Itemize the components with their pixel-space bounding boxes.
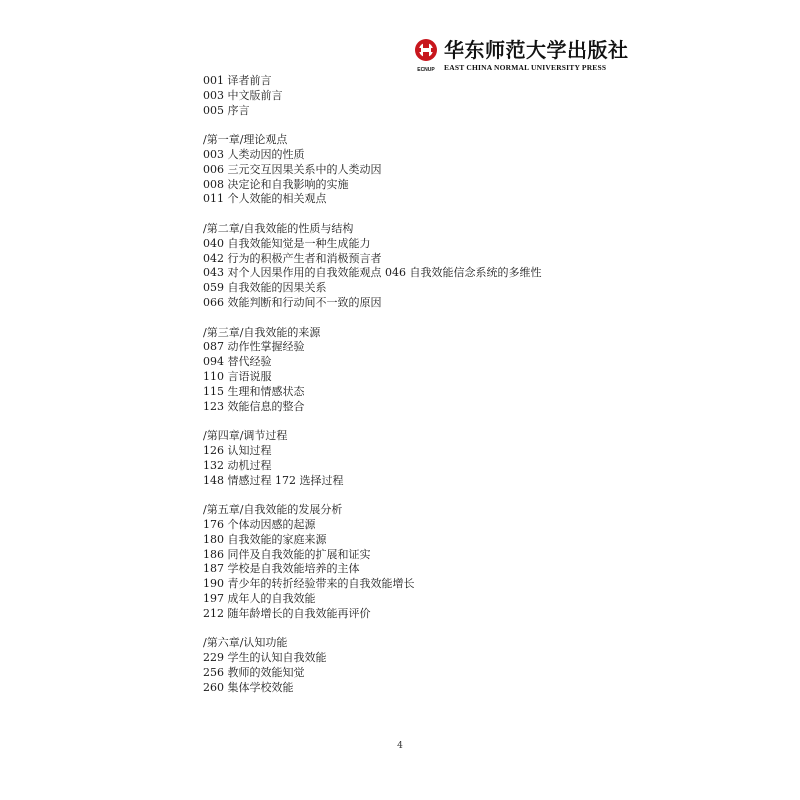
toc-entry: 186 同伴及自我效能的扩展和证实	[203, 547, 371, 561]
toc-entry: 115 生理和情感状态	[203, 384, 305, 398]
toc-entry: 187 学校是自我效能培养的主体	[203, 562, 360, 576]
toc-entry: 066 效能判断和行动间不一致的原因	[203, 295, 382, 309]
chapter-6	[203, 636, 623, 695]
publisher-name-english: EAST CHINA NORMAL UNIVERSITY PRESS	[444, 63, 607, 72]
chapter-heading: /第六章/认知功能	[203, 636, 288, 650]
toc-entry: 043 对个人因果作用的自我效能观点 046 自我效能信念系统的多维性	[203, 266, 542, 280]
toc-entry: 132 动机过程	[203, 458, 272, 472]
chapter-heading: /第三章/自我效能的来源	[203, 325, 321, 339]
chapter-4	[203, 429, 623, 488]
toc-entry: 176 个体动因感的起源	[203, 517, 316, 531]
toc-entry: 260 集体学校效能	[203, 680, 294, 694]
toc-entry: 123 效能信息的整合	[203, 399, 305, 413]
toc-entry: 197 成年人的自我效能	[203, 591, 316, 605]
svg-text:ECNUP: ECNUP	[417, 67, 435, 73]
toc-entry: 008 决定论和自我影响的实施	[203, 177, 349, 191]
toc-entry: 005 序言	[203, 103, 250, 117]
publisher-name: 华东师范大学出版社	[444, 38, 629, 62]
toc-entry: 001 译者前言	[203, 74, 272, 87]
toc-entry: 042 行为的积极产生者和消极预言者	[203, 251, 382, 265]
publisher-logo	[414, 38, 438, 74]
toc-entry: 087 动作性掌握经验	[203, 340, 305, 354]
chapter-heading: /第二章/自我效能的性质与结构	[203, 221, 354, 235]
chapter-3	[203, 326, 623, 415]
page-number: 4	[397, 741, 403, 751]
publisher-header	[414, 38, 629, 74]
toc-entry: 011 个人效能的相关观点	[203, 192, 327, 206]
toc-entry: 229 学生的认知自我效能	[203, 651, 327, 665]
chapter-heading: /第四章/调节过程	[203, 429, 288, 443]
chapter-heading: /第一章/理论观点	[203, 133, 288, 147]
chapter-5	[203, 503, 623, 621]
toc-entry: 059 自我效能的因果关系	[203, 281, 327, 295]
toc-entry: 040 自我效能知觉是一种生成能力	[203, 236, 371, 250]
table-of-contents	[203, 74, 623, 695]
toc-entry: 148 情感过程 172 选择过程	[203, 473, 344, 487]
chapter-heading: /第五章/自我效能的发展分析	[203, 503, 343, 517]
toc-entry: 003 中文版前言	[203, 88, 283, 102]
toc-entry: 110 言语说服	[203, 369, 272, 383]
toc-entry: 126 认知过程	[203, 443, 272, 457]
toc-entry: 003 人类动因的性质	[203, 147, 305, 161]
toc-entry: 212 随年龄增长的自我效能再评价	[203, 606, 371, 620]
toc-entry: 190 青少年的转折经验带来的自我效能增长	[203, 577, 415, 591]
toc-entry: 006 三元交互因果关系中的人类动因	[203, 162, 382, 176]
toc-entry: 094 替代经验	[203, 355, 272, 369]
chapter-1	[203, 133, 623, 207]
toc-entry: 180 自我效能的家庭来源	[203, 532, 327, 546]
front-matter	[203, 74, 623, 118]
chapter-2	[203, 222, 623, 311]
toc-entry: 256 教师的效能知觉	[203, 665, 305, 679]
